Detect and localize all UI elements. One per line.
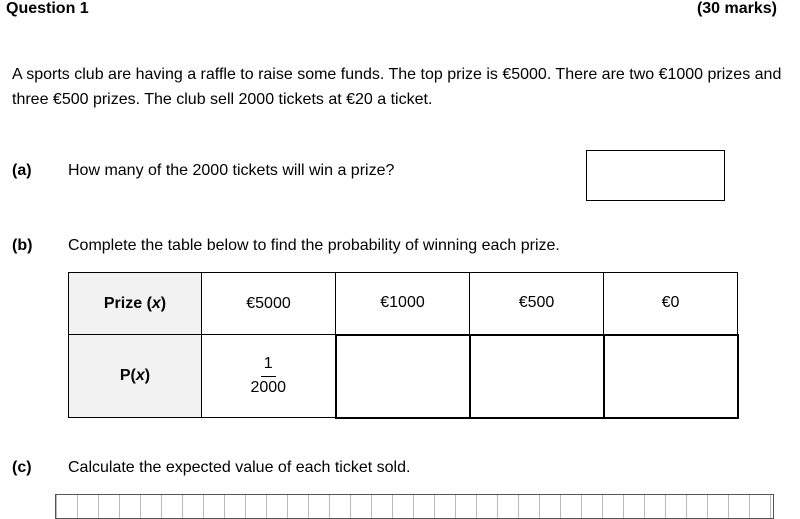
question-title: Question 1 [6, 0, 89, 17]
prize-header-var: x [151, 294, 161, 312]
prize-header-text: Prize ( [103, 294, 152, 312]
part-a-label: (a) [12, 162, 32, 179]
question-marks: (30 marks) [696, 0, 777, 17]
probability-fraction [250, 355, 286, 397]
probability-answer-cell-4[interactable] [604, 335, 738, 418]
probability-header-text: P( [119, 367, 136, 384]
probability-cell-1 [202, 335, 336, 418]
table-row-probability [69, 335, 738, 418]
part-a-text: How many of the 2000 tickets will win a prize? [68, 162, 395, 179]
prize-cell-4: €0 [604, 273, 738, 335]
part-a-answer-box[interactable] [586, 150, 725, 201]
prize-cell-2: €1000 [336, 273, 470, 335]
prize-cell-3: €500 [470, 273, 604, 335]
probability-header-cell [69, 335, 202, 418]
fraction-numerator: 1 [261, 355, 276, 377]
part-c-label: (c) [12, 459, 32, 476]
fraction-denominator: 2000 [250, 379, 287, 396]
part-c-text: Calculate the expected value of each ticket sold. [68, 459, 411, 476]
probability-answer-cell-2[interactable] [336, 335, 470, 418]
probability-table [68, 272, 739, 419]
prize-header-close: ) [160, 294, 167, 312]
part-b-label: (b) [12, 237, 33, 254]
part-b-text: Complete the table below to find the probability of winning each prize. [68, 237, 560, 254]
question-intro: A sports club are having a raffle to raise some funds. The top prize is €5000. There are two €1000 prizes and three €500 prizes. The club sell 2000 tickets at €20 a ticket. [12, 66, 782, 108]
part-c-answer-grid[interactable] [55, 494, 774, 519]
probability-answer-cell-3[interactable] [470, 335, 604, 418]
prize-cell-1: €5000 [202, 273, 336, 335]
probability-header-var: x [135, 367, 145, 384]
probability-header-close: ) [144, 367, 151, 384]
table-row-prize [69, 273, 738, 335]
prize-header-cell [69, 273, 202, 335]
